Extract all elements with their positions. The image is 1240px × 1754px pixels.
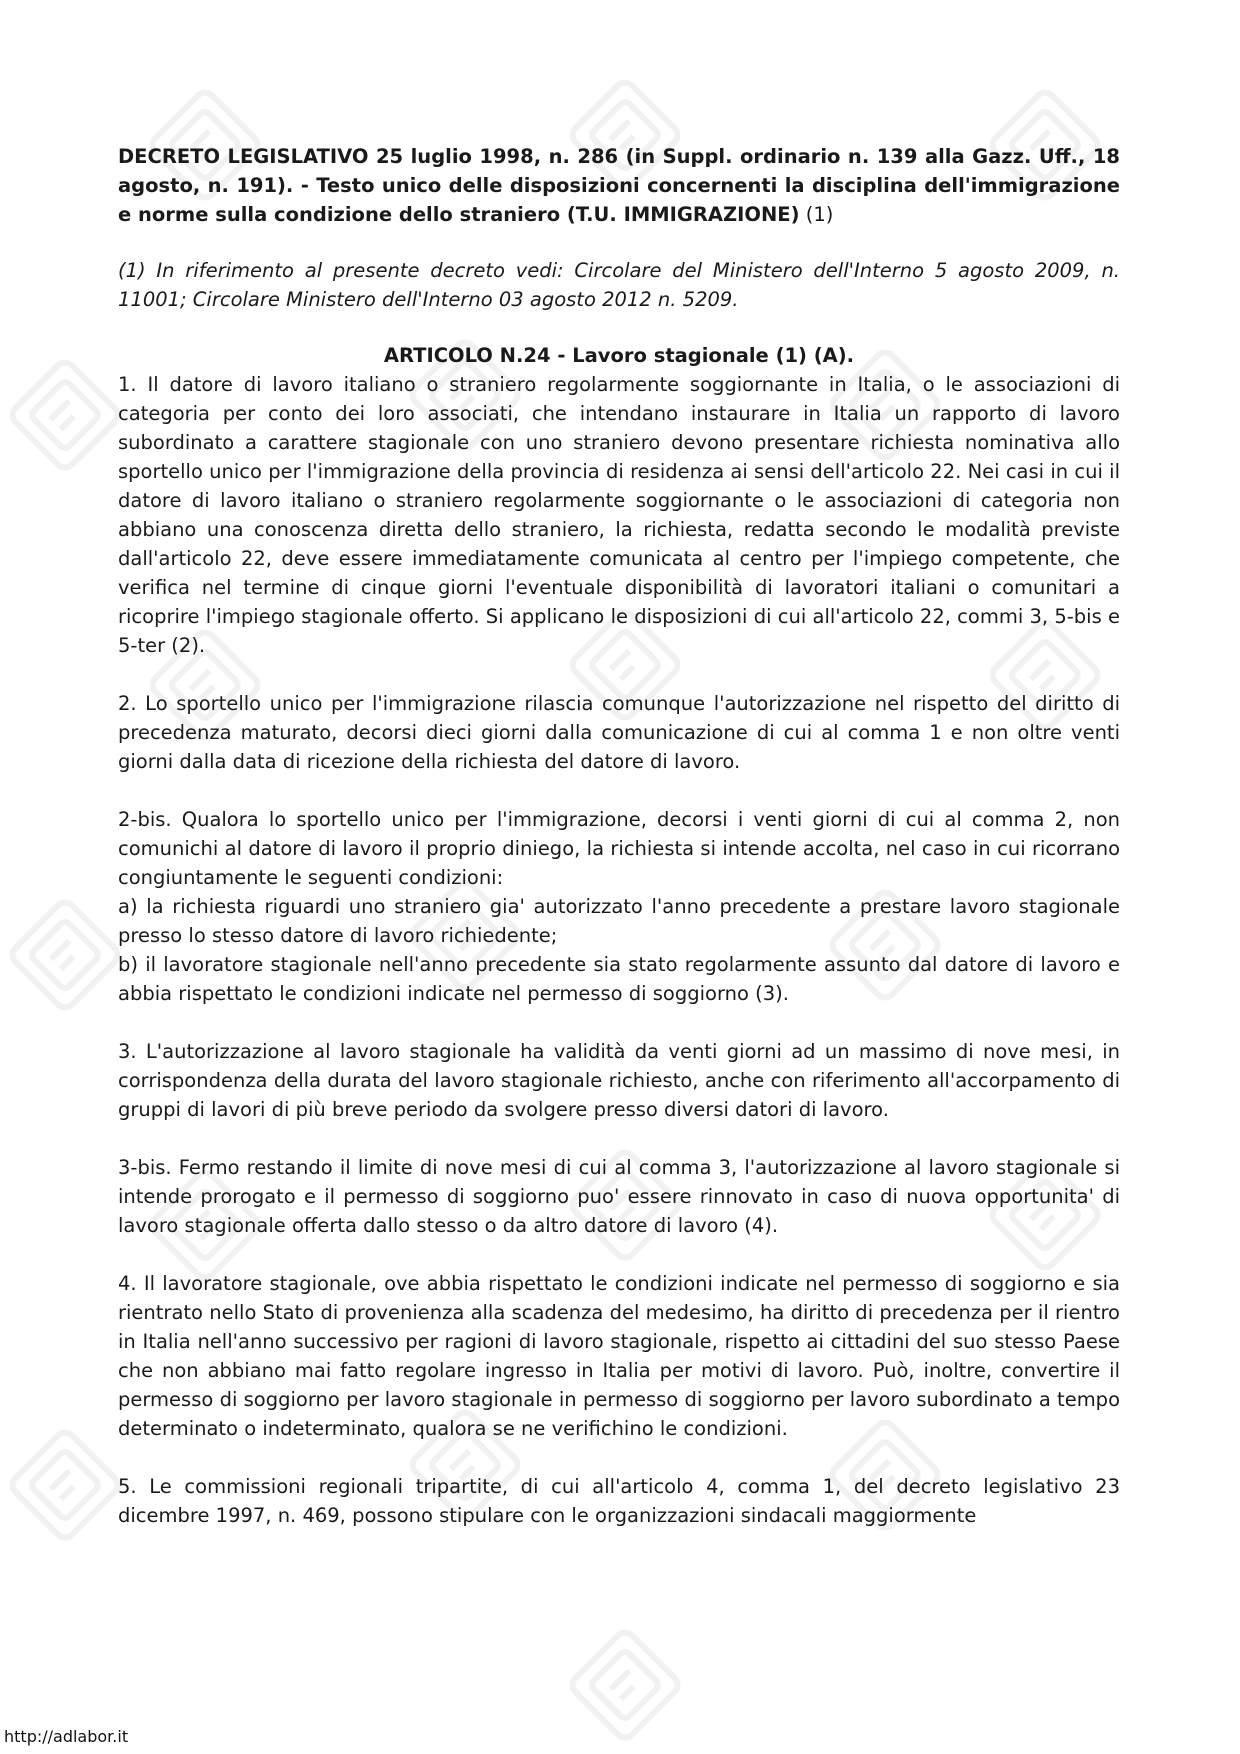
- document-page: [118, 142, 1120, 1530]
- decree-title-note-ref: (1): [799, 203, 834, 226]
- footer-url[interactable]: http://adlabor.it: [4, 1727, 129, 1746]
- decree-title-text: DECRETO LEGISLATIVO 25 luglio 1998, n. 286 (in Suppl. ordinario n. 139 alla Gazz. Uff., 18 agosto, n. 191). - Testo unico delle disposizioni concernenti la disciplina dell'immigrazione e norme sulla condizione dello straniero (T.U. IMMIGRAZIONE): [118, 145, 1120, 226]
- paragraph-2: 2. Lo sportello unico per l'immigrazione rilascia comunque l'autorizzazione nel rispetto del diritto di precedenza maturato, decorsi dieci giorni dalla comunicazione di cui al comma 1 e non oltre venti giorni dalla data di ricezione della richiesta del datore di lavoro.: [118, 692, 1120, 773]
- paragraph-3-bis: 3-bis. Fermo restando il limite di nove mesi di cui al comma 3, l'autorizzazione al lavoro stagionale si intende prorogato e il permesso di soggiorno puo' essere rinnovato in caso di nuova opportunita' di lavoro stagionale offerta dallo stesso o da altro datore di lavoro (4).: [118, 1156, 1120, 1237]
- paragraph-1: 1. Il datore di lavoro italiano o straniero regolarmente soggiornante in Italia, o le associazioni di categoria per conto dei loro associati, che intendano instaurare in Italia un rapporto di lavoro subordinato a carattere stagionale con uno straniero devono presentare richiesta nominativa allo sportello unico per l'immigrazione della provincia di residenza ai sensi dell'articolo 22. Nei casi in cui il datore di lavoro italiano o straniero regolarmente soggiornante o le associazioni di categoria non abbiano una conoscenza diretta dello straniero, la richiesta, redatta secondo le modalità previste dall'articolo 22, deve essere immediatamente comunicata al centro per l'impiego competente, che verifica nel termine di cinque giorni l'eventuale disponibilità di lavoratori italiani o comunitari a ricoprire l'impiego stagionale offerto. Si applicano le disposizioni di cui all'articolo 22, commi 3, 5-bis e 5-ter (2).: [118, 373, 1120, 657]
- article-title: ARTICOLO N.24 - Lavoro stagionale (1) (A).: [383, 344, 855, 367]
- paragraph-5: 5. Le commissioni regionali tripartite, di cui all'articolo 4, comma 1, del decreto legislativo 23 dicembre 1997, n. 469, possono stipulare con le organizzazioni sindacali maggiormente: [118, 1475, 1120, 1527]
- paragraph-4: 4. Il lavoratore stagionale, ove abbia rispettato le condizioni indicate nel permesso di soggiorno e sia rientrato nello Stato di provenienza alla scadenza del medesimo, ha diritto di precedenza per il rientro in Italia nell'anno successivo per ragioni di lavoro stagionale, rispetto ai cittadini del suo stesso Paese che non abbiano mai fatto regolare ingresso in Italia per motivi di lavoro. Può, inoltre, convertire il permesso di soggiorno per lavoro stagionale in permesso di soggiorno per lavoro subordinato a tempo determinato o indeterminato, qualora se ne verifichino le condizioni.: [118, 1272, 1120, 1440]
- footnote: (1) In riferimento al presente decreto vedi: Circolare del Ministero dell'Interno 5 agosto 2009, n. 11001; Circolare Ministero dell'Interno 03 agosto 2012 n. 5209.: [118, 259, 1120, 311]
- decree-title: [118, 142, 1120, 229]
- adlabor-logo-watermark-icon: [0, 1420, 130, 1550]
- paragraph-3: 3. L'autorizzazione al lavoro stagionale ha validità da venti giorni ad un massimo di nove mesi, in corrispondenza della durata del lavoro stagionale richiesto, anche con riferimento all'accorpamento di gruppi di lavori di più breve periodo da svolgere presso diversi datori di lavoro.: [118, 1040, 1120, 1121]
- adlabor-logo-watermark-icon: [0, 350, 130, 480]
- paragraph-2-bis-b: b) il lavoratore stagionale nell'anno precedente sia stato regolarmente assunto dal datore di lavoro e abbia rispettato le condizioni indicate nel permesso di soggiorno (3).: [118, 953, 1120, 1005]
- adlabor-logo-watermark-icon: [0, 890, 130, 1020]
- paragraph-2-bis: 2-bis. Qualora lo sportello unico per l'immigrazione, decorsi i venti giorni di cui al comma 2, non comunichi al datore di lavoro il proprio diniego, la richiesta si intende accolta, nel caso in cui ricorrano congiuntamente le seguenti condizioni:: [118, 808, 1120, 889]
- adlabor-logo-watermark-icon: [560, 1620, 690, 1750]
- paragraph-2-bis-a: a) la richiesta riguardi uno straniero gia' autorizzato l'anno precedente a prestare lavoro stagionale presso lo stesso datore di lavoro richiedente;: [118, 895, 1120, 947]
